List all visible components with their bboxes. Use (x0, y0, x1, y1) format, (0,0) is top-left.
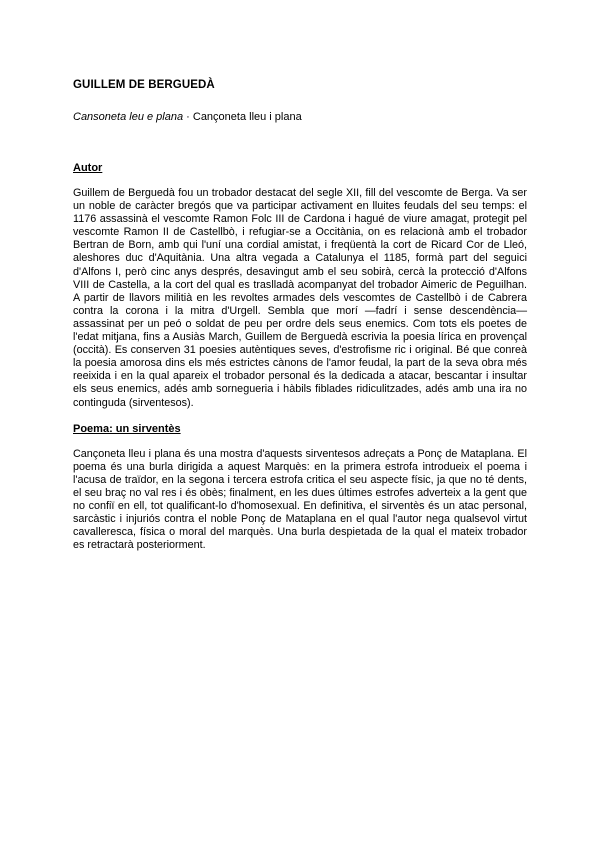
document-subtitle (73, 110, 527, 124)
section-heading-poema: Poema: un sirventès (73, 422, 181, 435)
subtitle-original-title: Cansoneta leu e plana (73, 111, 184, 123)
section-text-autor: Guillem de Berguedà fou un trobador destacat del segle XII, fill del vescomte de Berga. Va ser un noble de caràcter bregós que va participar activament en lluites feudals del seu temps: el 1176 assassinà el vescomte Ramon Folc III de Cardona i hagué de viure amagat, protegit pel vescomte Ramon II de Castellbò, i refugiar-se a Occitània, on es relacionà amb el trobador Bertran de Born, amb qui l'uní una cordial amistat, i freqüentà la cort de Ricard Cor de Lleó, aleshores duc d'Aquitània. Una altra vegada a Catalunya el 1185, formà part del seguici d'Alfons I, però cinc anys després, desavingut amb el seu sobirà, cercà la protecció d'Alfons VIII de Castella, a la cort del qual es traslladà acompanyat del trobador Aimeric de Peguilhan. A partir de llavors militià en les revoltes armades dels vescomtes de Castellbò i de Cabrera contra la corona i la mitra d'Urgell. Sembla que morí —fadrí i sense descendència— assassinat per un peó o soldat de peu per ordre dels seus enemics. Com tots els poetes de l'edat mitjana, fins a Ausiàs March, Guillem de Berguedà escrivia la poesia lírica en provençal (occità). Es conserven 31 poesies autèntiques seves, d'estrofisme ric i original. Bé que conreà la poesia amorosa dins els més estrictes cànons de l'amor feudal, la part de la seva obra més reeixida i en la qual apareix el trobador personal és la dedicada a atacar, bescantar i insultar els seus enemics, adés amb sornegueria i hàbils fiblades ridiculitzades, adés amb una ira no continguda (sirventesos). (73, 187, 527, 409)
section-text-poema: Cançoneta lleu i plana és una mostra d'aquests sirventesos adreçats a Ponç de Mataplana. El poema és una burla dirigida a aquest Marquès: en la primera estrofa introdueix el poema i l'acusa de traïdor, en la segona i tercera estrofa critica el seu aspecte físic, ja que no té dents, el seu braç no val res i és obès; finalment, en les dues últimes estrofes adverteix a la gent que no confiï en ell, tot qualificant-lo d'homosexual. En definitiva, el sirventès és un atac personal, sarcàstic i injuriós contra el noble Ponç de Mataplana en el qual l'autor nega qualsevol virtut cavalleresca, física o moral del marquès. Una burla despietada de la qual el mateix trobador es retractarà posteriorment. (73, 447, 527, 552)
document-page (73, 78, 527, 552)
document-title: GUILLEM DE BERGUEDÀ (73, 79, 215, 91)
subtitle-translation: · Cançoneta lleu i plana (183, 111, 302, 123)
section-heading-autor: Autor (73, 162, 103, 174)
